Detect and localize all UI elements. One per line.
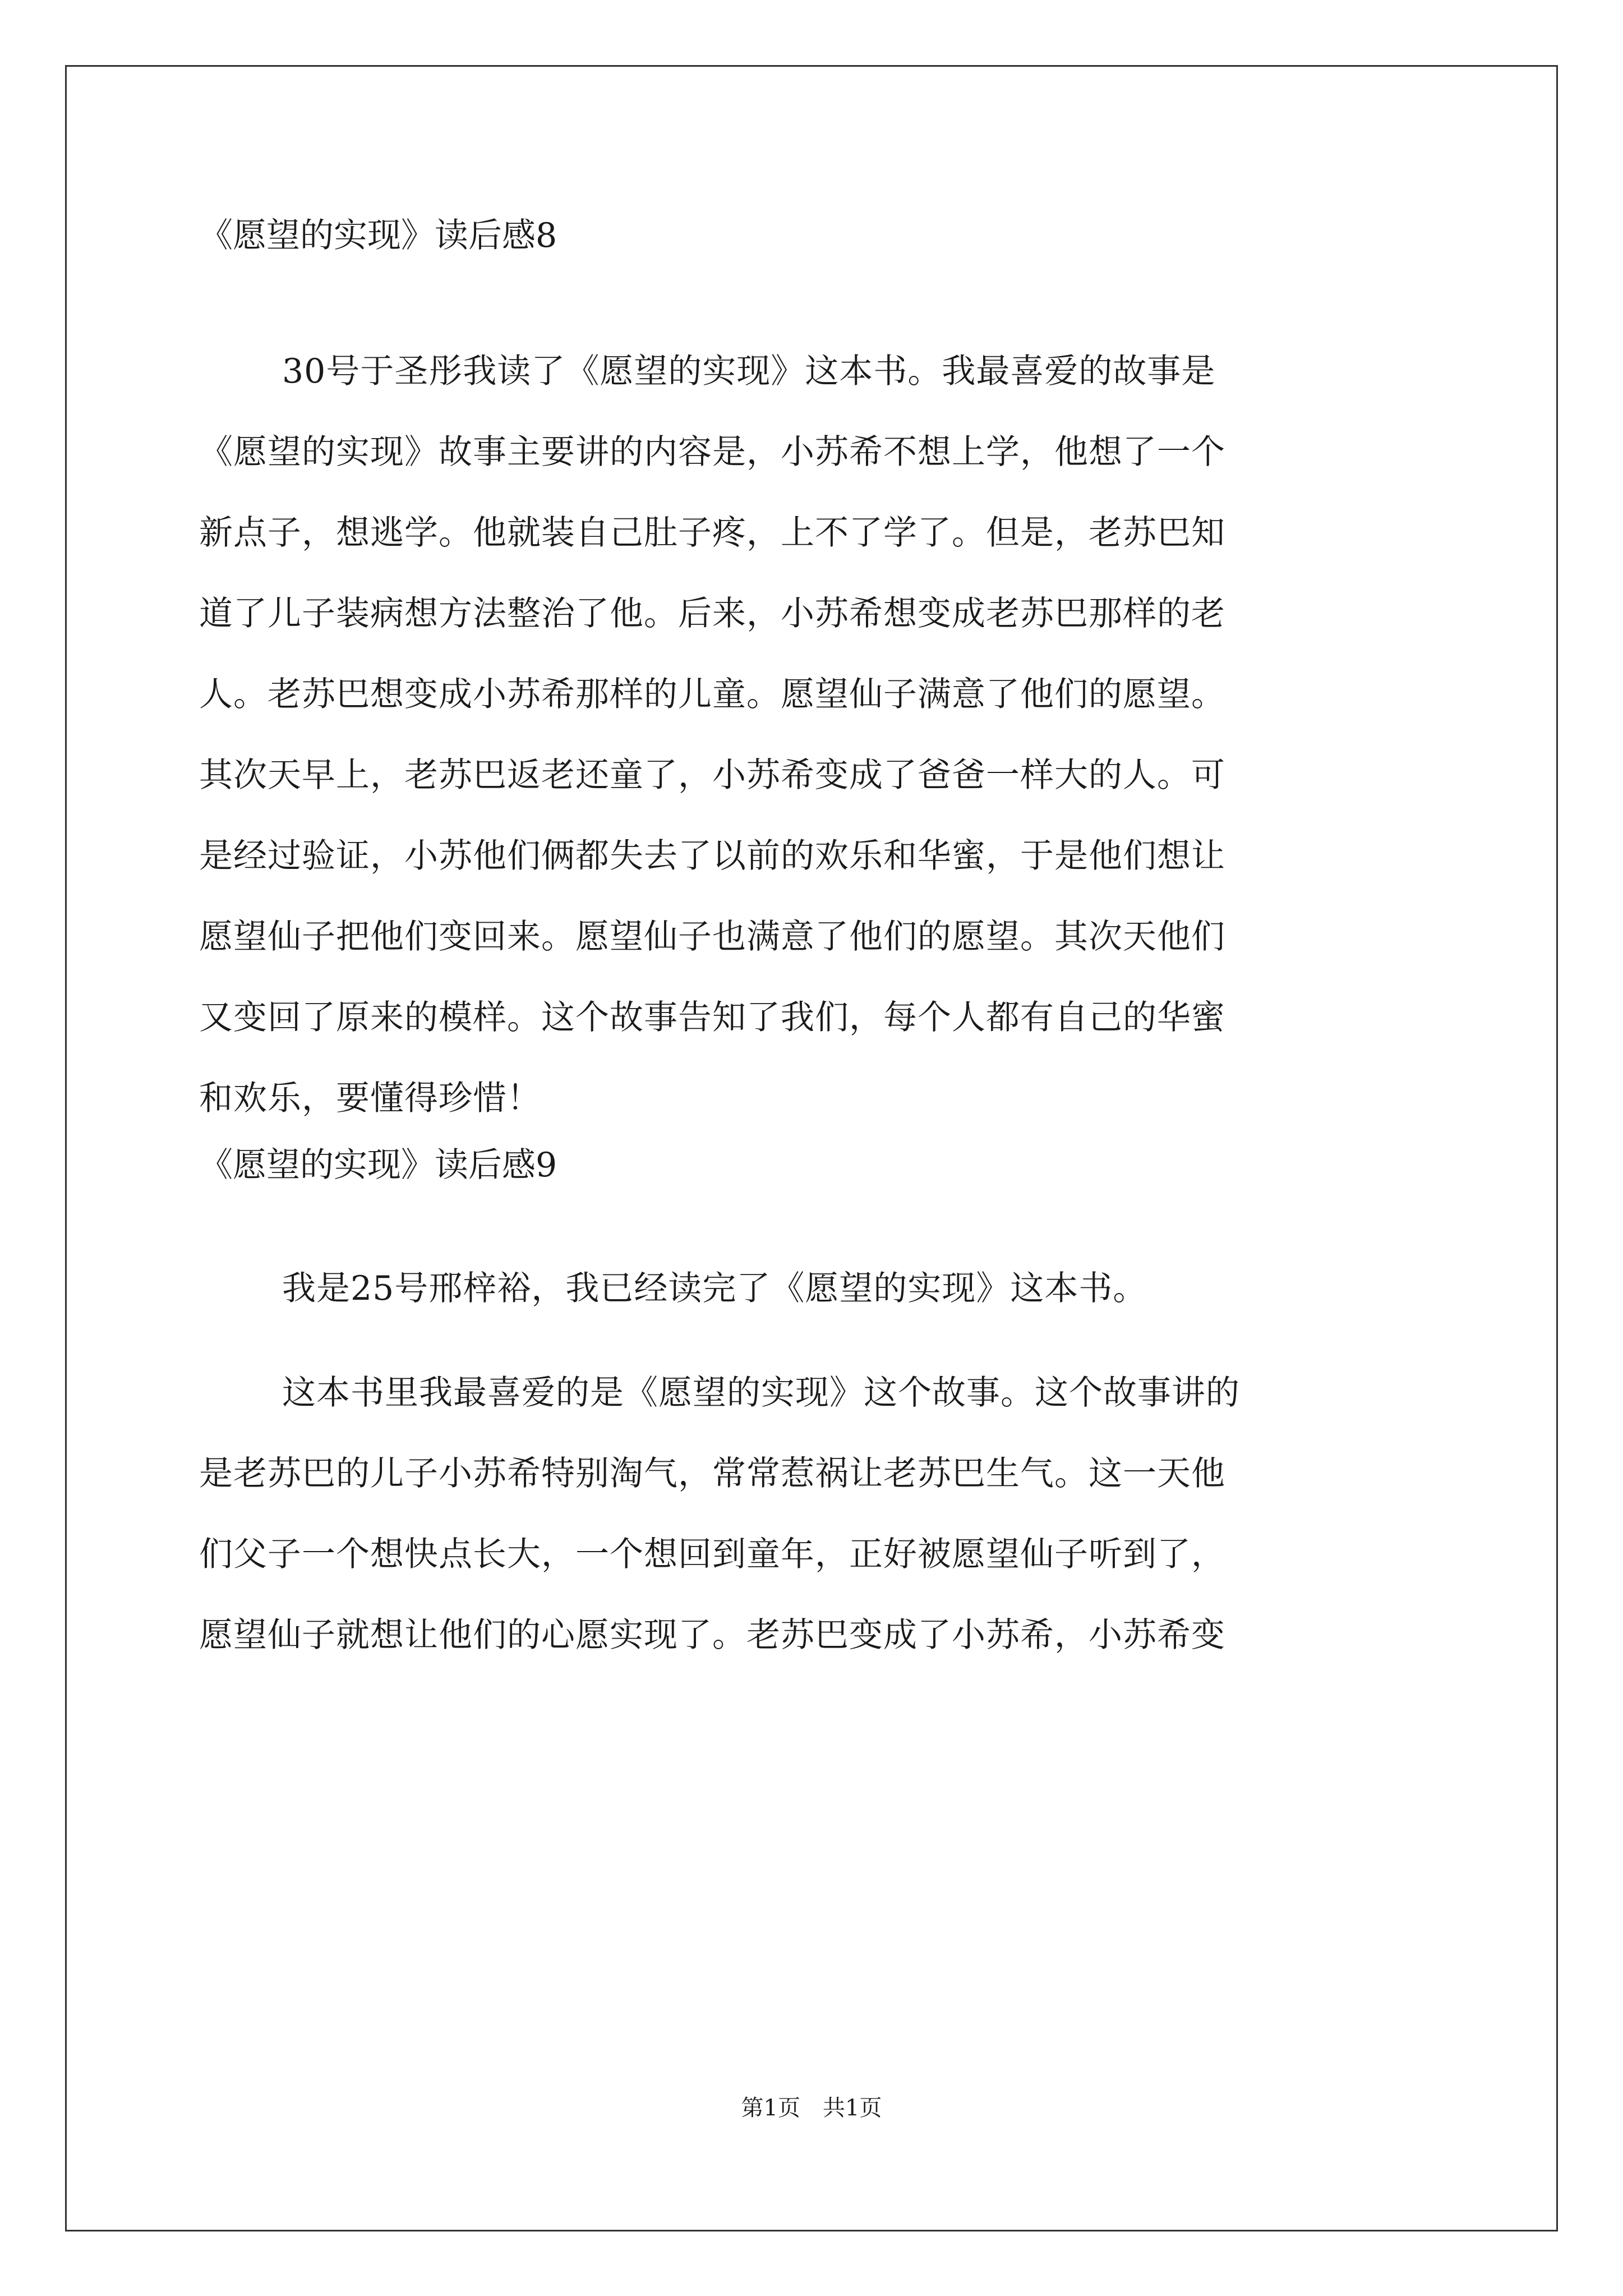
text-line: 愿望仙子就想让他们的心愿实现了。老苏巴变成了小苏希，小苏希变 (199, 1616, 1225, 1655)
text-line: 愿望仙子把他们变回来。愿望仙子也满意了他们的愿望。其次天他们 (199, 917, 1225, 956)
paragraph (199, 1352, 1433, 1676)
text-line: 其次天早上，老苏巴返老还童了，小苏希变成了爸爸一样大的人。可 (199, 756, 1225, 795)
section-title: 《愿望的实现》读后感9 (199, 1145, 557, 1185)
text-line: 和欢乐，要懂得珍惜！ (199, 1079, 541, 1118)
text-line: 是老苏巴的儿子小苏希特别淘气，常常惹祸让老苏巴生气。这一天他 (199, 1454, 1225, 1493)
text-line: 我是25号邢梓裕，我已经读完了《愿望的实现》这本书。 (282, 1269, 1147, 1308)
text-line: 是经过验证，小苏他们俩都失去了以前的欢乐和华蜜，于是他们想让 (199, 836, 1225, 876)
text-line: 又变回了原来的模样。这个故事告知了我们，每个人都有自己的华蜜 (199, 998, 1225, 1037)
text-line: 《愿望的实现》故事主要讲的内容是，小苏希不想上学，他想了一个 (199, 432, 1225, 472)
paragraph (199, 1248, 1433, 1329)
text-line: 这本书里我最喜爱的是《愿望的实现》这个故事。这个故事讲的 (282, 1373, 1240, 1412)
page-footer: 第1页 共1页 (741, 2095, 882, 2121)
text-line: 人。老苏巴想变成小苏希那样的儿童。愿望仙子满意了他们的愿望。 (199, 675, 1225, 714)
paragraph (199, 331, 1433, 1139)
text-line: 新点子，想逃学。他就装自己肚子疼，上不了学了。但是，老苏巴知 (199, 513, 1225, 553)
section-title: 《愿望的实现》读后感8 (199, 216, 557, 255)
text-line: 们父子一个想快点长大，一个想回到童年，正好被愿望仙子听到了， (199, 1535, 1225, 1574)
text-line: 30号于圣彤我读了《愿望的实现》这本书。我最喜爱的故事是 (282, 352, 1216, 391)
text-line: 道了儿子装病想方法整治了他。后来，小苏希想变成老苏巴那样的老 (199, 594, 1225, 633)
